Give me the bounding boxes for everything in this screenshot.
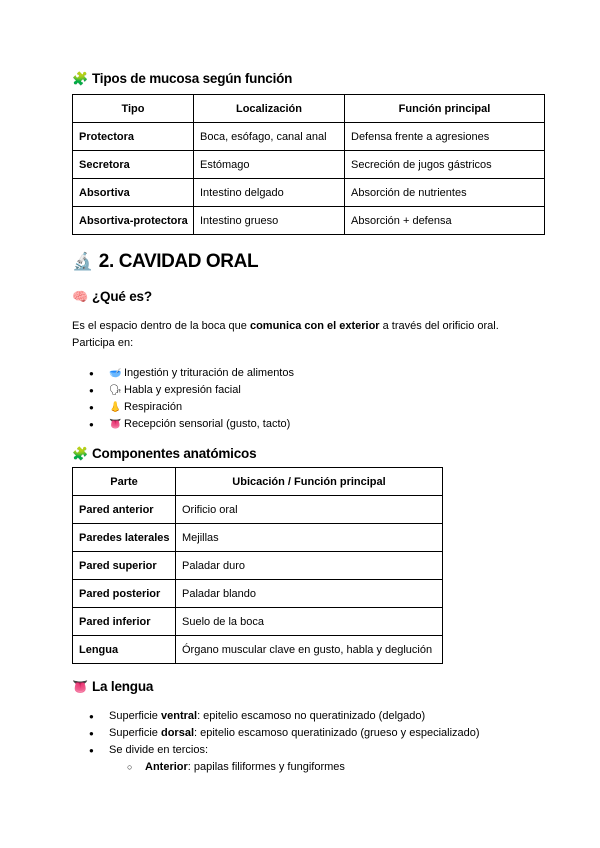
list-item (72, 399, 294, 416)
functions-list (72, 365, 294, 433)
bowl-icon: 🥣 (109, 368, 122, 379)
list-item (72, 416, 294, 433)
list-item-bold: Anterior (145, 761, 188, 773)
list-item (72, 708, 480, 725)
list-item (72, 365, 294, 382)
tipo-cell: Secretora (73, 151, 194, 179)
list-item-text: Habla y expresión facial (124, 384, 241, 396)
list-item-text: : papilas filiformes y fungiformes (187, 761, 345, 773)
lengua-heading (72, 679, 153, 695)
list-item-text: Respiración (124, 401, 183, 413)
table-row (73, 552, 443, 580)
ubicacion-cell: Paladar duro (176, 552, 443, 580)
paragraph-bold-text: comunica con el exterior (249, 320, 380, 332)
nose-icon: 👃 (109, 402, 122, 413)
microscope-icon: 🔬 (72, 252, 93, 271)
ubicacion-cell: Órgano muscular clave en gusto, habla y deglución (176, 636, 443, 664)
list-item-bold: dorsal (160, 727, 194, 739)
funcion-cell: Defensa frente a agresiones (345, 123, 545, 151)
column-header: Función principal (345, 95, 545, 123)
list-item-text: Ingestión y trituración de alimentos (124, 367, 294, 379)
que-es-heading (72, 289, 152, 305)
mucosa-heading-text: Tipos de mucosa según función (92, 71, 293, 86)
tipo-cell: Absortiva-protectora (73, 207, 194, 235)
lengua-heading-text: La lengua (92, 679, 154, 694)
componentes-table (72, 467, 443, 664)
table-row (73, 151, 545, 179)
paragraph-text: a través del orificio oral. Participa en: (72, 320, 499, 349)
componentes-heading-text: Componentes anatómicos (92, 446, 257, 461)
parte-cell: Pared inferior (73, 608, 176, 636)
puzzle-icon: 🧩 (72, 446, 88, 461)
section-title (72, 251, 258, 273)
parte-cell: Paredes laterales (73, 524, 176, 552)
list-item (72, 382, 294, 399)
puzzle-icon: 🧩 (72, 71, 88, 86)
table-row (73, 524, 443, 552)
speaking-head-icon: 🗣 (109, 385, 122, 396)
localizacion-cell: Intestino grueso (194, 207, 345, 235)
column-header: Localización (194, 95, 345, 123)
funcion-cell: Secreción de jugos gástricos (345, 151, 545, 179)
column-header: Parte (73, 468, 176, 496)
paragraph-text: Es el espacio dentro de la boca que (72, 320, 250, 332)
list-item-text: Superficie (109, 727, 161, 739)
ubicacion-cell: Mejillas (176, 524, 443, 552)
column-header: Ubicación / Función principal (176, 468, 443, 496)
parte-cell: Pared posterior (73, 580, 176, 608)
table-row (73, 496, 443, 524)
section-title-text: 2. CAVIDAD ORAL (98, 251, 259, 272)
table-header-row (73, 95, 545, 123)
parte-cell: Pared superior (73, 552, 176, 580)
list-item-text: Se divide en tercios: (109, 744, 209, 756)
funcion-cell: Absorción + defensa (345, 207, 545, 235)
list-item-text: : epitelio escamoso queratinizado (grueso y especializado) (194, 727, 480, 739)
tipo-cell: Protectora (73, 123, 194, 151)
ubicacion-cell: Orificio oral (176, 496, 443, 524)
column-header: Tipo (73, 95, 194, 123)
table-row (73, 608, 443, 636)
list-item (72, 742, 480, 759)
mucosa-heading (72, 71, 292, 87)
componentes-heading (72, 446, 256, 462)
que-es-paragraph (72, 318, 542, 352)
tongue-icon: 👅 (109, 419, 122, 430)
list-item-bold: ventral (160, 710, 198, 722)
mucosa-table (72, 94, 545, 235)
table-header-row (73, 468, 443, 496)
localizacion-cell: Intestino delgado (194, 179, 345, 207)
tipo-cell: Absortiva (73, 179, 194, 207)
table-row (73, 580, 443, 608)
sub-list-item (72, 759, 480, 776)
list-item-text: Recepción sensorial (gusto, tacto) (124, 418, 291, 430)
localizacion-cell: Boca, esófago, canal anal (194, 123, 345, 151)
brain-icon: 🧠 (72, 289, 88, 304)
funcion-cell: Absorción de nutrientes (345, 179, 545, 207)
list-item-text: : epitelio escamoso no queratinizado (delgado) (197, 710, 426, 722)
table-row (73, 636, 443, 664)
list-item (72, 725, 480, 742)
lengua-list (72, 708, 480, 776)
ubicacion-cell: Paladar blando (176, 580, 443, 608)
list-item-text: Superficie (109, 710, 161, 722)
table-row (73, 207, 545, 235)
que-es-heading-text: ¿Qué es? (92, 289, 152, 304)
parte-cell: Pared anterior (73, 496, 176, 524)
localizacion-cell: Estómago (194, 151, 345, 179)
tongue-icon: 👅 (72, 679, 88, 694)
ubicacion-cell: Suelo de la boca (176, 608, 443, 636)
table-row (73, 179, 545, 207)
parte-cell: Lengua (73, 636, 176, 664)
table-row (73, 123, 545, 151)
